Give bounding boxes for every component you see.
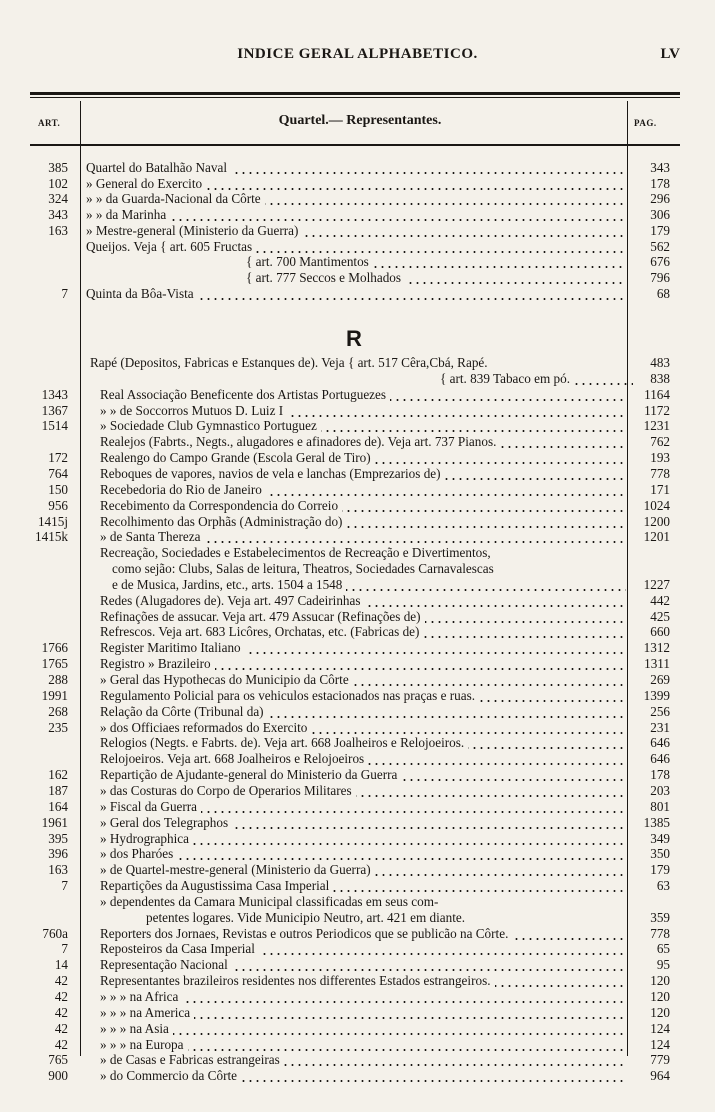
entry-page-number: 442 [650, 592, 670, 608]
entry-page-number: 762 [650, 434, 670, 450]
index-entry [0, 403, 715, 419]
entry-text: » » » na Asia [100, 1021, 173, 1036]
entry-page-number: 1231 [643, 418, 670, 434]
entry-text: Realejos (Fabrts., Negts., alugadores e afinadores de). Veja art. 737 Pianos. [100, 434, 500, 449]
entry-page-number: 1399 [643, 687, 670, 703]
index-entry [0, 1068, 715, 1084]
index-entry [0, 254, 715, 270]
entry-text: Quartel do Batalhão Naval [86, 160, 231, 175]
index-entry [0, 878, 715, 894]
index-entry [0, 418, 715, 434]
index-entry [0, 593, 715, 609]
index-entry [0, 831, 715, 847]
entry-text: » dependentes da Camara Municipal classificadas em seus com- [100, 894, 442, 909]
header-rule-thin [30, 97, 680, 98]
entry-article-number: 1415j [37, 513, 68, 529]
index-entry [0, 672, 715, 688]
index-entry [0, 223, 715, 239]
entry-text: » dos Pharóes [100, 846, 177, 861]
entry-page-number: 676 [650, 254, 670, 270]
index-entry [0, 371, 715, 387]
entry-article-number: 14 [54, 957, 68, 973]
entry-article-number: 395 [48, 830, 68, 846]
index-entry [0, 176, 715, 192]
entry-page-number: 95 [656, 957, 670, 973]
index-entry [0, 577, 715, 593]
page-number: LV [660, 46, 680, 62]
entry-page-number: 778 [650, 465, 670, 481]
index-entry [0, 609, 715, 625]
entry-article-number: 162 [48, 767, 68, 783]
entry-text: » de Quartel-mestre-general (Ministerio da Guerra) [100, 862, 375, 877]
entry-article-number: 7 [61, 878, 68, 894]
subheader-rule [30, 144, 680, 146]
entry-page-number: 779 [650, 1052, 670, 1068]
index-entry [0, 1005, 715, 1021]
entry-page-number: 306 [650, 207, 670, 223]
index-entry [0, 191, 715, 207]
entry-page-number: 646 [650, 751, 670, 767]
entry-page-number: 178 [650, 767, 670, 783]
entry-text: Repartição de Ajudante-general do Ministerio da Guerra [100, 767, 401, 782]
entry-text: » Fiscal da Guerra [100, 799, 201, 814]
entry-text: » » » na Europa [100, 1037, 188, 1052]
entry-article-number: 235 [48, 719, 68, 735]
entry-page-number: 1312 [643, 640, 670, 656]
entry-article-number: 760a [42, 925, 68, 941]
entry-text: Recebimento da Correspondencia do Correio [100, 498, 342, 513]
entry-article-number: 764 [48, 465, 68, 481]
entry-page-number: 1227 [643, 576, 670, 592]
index-entry [0, 656, 715, 672]
entry-page-number: 68 [656, 285, 670, 301]
index-entry [0, 545, 715, 561]
entry-article-number: 288 [48, 672, 68, 687]
index-entry [0, 941, 715, 957]
index-entry [0, 466, 715, 482]
entry-text: Reporters dos Jornaes, Revistas e outros Periodicos que se publicão na Côrte. [100, 926, 512, 941]
index-entry [0, 989, 715, 1005]
entry-article-number: 42 [54, 1036, 68, 1052]
entry-text: Quinta da Bôa-Vista [86, 286, 198, 301]
entry-text: Queijos. Veja { art. 605 Fructas [86, 239, 256, 254]
entry-page-number: 1164 [644, 386, 670, 402]
entry-text: » do Commercio da Côrte [100, 1068, 241, 1083]
entry-page-number: 1172 [644, 402, 670, 418]
entry-text: Redes (Alugadores de). Veja art. 497 Cadeirinhas [100, 593, 365, 608]
index-entry [0, 160, 715, 176]
entry-article-number: 1961 [41, 814, 68, 830]
entry-text: Reboques de vapores, navios de vela e lanchas (Emprezarios de) [100, 466, 445, 481]
index-entry [0, 767, 715, 783]
entry-article-number: 42 [54, 973, 68, 989]
entry-page-number: 796 [650, 269, 670, 285]
entry-text: » Mestre-general (Ministerio da Guerra) [86, 223, 302, 238]
index-entry [0, 799, 715, 815]
entry-text: » Geral dos Telegraphos [100, 815, 232, 830]
entry-page-number: 1201 [643, 529, 670, 545]
entry-text: petentes logares. Vide Municipio Neutro, art. 421 em diante. [146, 910, 469, 925]
entry-text: » » da Marinha [86, 207, 170, 222]
entry-page-number: 359 [650, 909, 670, 925]
index-entry [0, 450, 715, 466]
entry-page-number: 65 [656, 941, 670, 957]
page-title: INDICE GERAL ALPHABETICO. [237, 46, 478, 62]
entry-article-number: 1766 [41, 640, 68, 656]
entry-text: Rapé (Depositos, Fabricas e Estanques de). Veja { art. 517 Cêra,Cbá, Rapé. [90, 355, 492, 370]
entry-page-number: 425 [650, 608, 670, 624]
entry-page-number: 296 [650, 191, 670, 207]
entry-article-number: 7 [61, 941, 68, 957]
entry-page-number: 256 [650, 703, 670, 719]
entry-text: » das Costuras do Corpo de Operarios Militares [100, 783, 356, 798]
entry-page-number: 343 [650, 160, 670, 175]
entry-page-number: 778 [650, 925, 670, 941]
index-entry [0, 894, 715, 910]
index-entry [0, 815, 715, 831]
entry-text: { art. 777 Seccos e Molhados [246, 270, 405, 285]
entry-article-number: 150 [48, 481, 68, 497]
index-entry [0, 783, 715, 799]
entry-article-number: 396 [48, 846, 68, 862]
entry-article-number: 1415k [35, 529, 68, 545]
entry-page-number: 124 [650, 1036, 670, 1052]
entry-text: { art. 839 Tabaco em pó. [440, 371, 574, 386]
index-entry [0, 846, 715, 862]
section-title: Quartel.— Representantes. [278, 113, 442, 128]
index-entry [0, 910, 715, 926]
entry-text: Representantes brazileiros residentes nos differentes Estados estrangeiros. [100, 973, 495, 988]
entry-text: » » » na America [100, 1005, 194, 1020]
index-entry [0, 688, 715, 704]
entry-page-number: 231 [650, 719, 670, 735]
entry-page-number: 63 [656, 878, 670, 894]
entry-text: Refinações de assucar. Veja art. 479 Assucar (Refinações de) [100, 609, 425, 624]
index-entry [0, 482, 715, 498]
entry-text: como sejão: Clubs, Salas de leitura, Theatros, Sociedades Carnavalescas [112, 561, 498, 576]
entry-page-number: 1385 [643, 814, 670, 830]
index-entry [0, 561, 715, 577]
entry-page-number: 1311 [644, 656, 670, 672]
index-entry [0, 1037, 715, 1053]
entry-page-number: 350 [650, 846, 670, 862]
entry-page-number: 562 [650, 238, 670, 254]
column-header-art: ART. [38, 118, 61, 128]
section-letter-r: R [346, 326, 362, 351]
entry-article-number: 187 [48, 782, 68, 798]
index-entry [0, 207, 715, 223]
entry-text: » General do Exercito [86, 176, 206, 191]
entry-page-number: 660 [650, 624, 670, 640]
entry-page-number: 179 [650, 862, 670, 878]
index-entry [0, 862, 715, 878]
entry-page-number: 193 [650, 450, 670, 466]
entry-text: Realengo do Campo Grande (Escola Geral de Tiro) [100, 450, 375, 465]
entry-text: » Sociedade Club Gymnastico Portuguez [100, 418, 321, 433]
entry-article-number: 163 [48, 862, 68, 878]
entry-page-number: 646 [650, 735, 670, 751]
index-entry [0, 387, 715, 403]
entry-text: Repartições da Augustissima Casa Imperial [100, 878, 333, 893]
entry-page-number: 483 [650, 355, 670, 370]
entry-text: Recolhimento das Orphãs (Administração do) [100, 514, 346, 529]
entry-page-number: 120 [650, 1004, 670, 1020]
entry-article-number: 7 [61, 285, 68, 301]
index-entry [0, 973, 715, 989]
index-entry [0, 514, 715, 530]
index-entry [0, 1021, 715, 1037]
column-header-pag: PAG. [634, 118, 657, 128]
index-entry [0, 529, 715, 545]
entry-page-number: 178 [650, 175, 670, 191]
entry-page-number: 1024 [643, 497, 670, 513]
entry-text: Recreação, Sociedades e Estabelecimentos de Recreação e Divertimentos, [100, 545, 495, 560]
entry-text: e de Musica, Jardins, etc., arts. 1504 a 1548 [112, 577, 346, 592]
entry-page-number: 349 [650, 830, 670, 846]
entry-text: Recebedoria do Rio de Janeiro [100, 482, 266, 497]
entry-text: Relogios (Negts. e Fabrts. de). Veja art. 668 Joalheiros e Relojoeiros. [100, 735, 468, 750]
entry-text: » de Casas e Fabricas estrangeiras [100, 1052, 284, 1067]
entry-page-number: 179 [650, 222, 670, 238]
entry-text: » Geral das Hypothecas do Municipio da Côrte [100, 672, 353, 687]
entry-page-number: 171 [650, 481, 670, 497]
entry-page-number: 269 [650, 672, 670, 687]
index-entry [0, 957, 715, 973]
entry-text: Real Associação Beneficente dos Artistas Portuguezes [100, 387, 390, 402]
entry-text: Representação Nacional [100, 957, 232, 972]
index-entry [0, 286, 715, 302]
index-entry [0, 751, 715, 767]
entry-text: Regulamento Policial para os vehiculos estacionados nas praças e ruas. [100, 688, 479, 703]
entry-article-number: 956 [48, 497, 68, 513]
entry-page-number: 1200 [643, 513, 670, 529]
entry-article-number: 1343 [41, 386, 68, 402]
entry-article-number: 42 [54, 1004, 68, 1020]
index-entry [0, 735, 715, 751]
index-entry [0, 624, 715, 640]
entry-article-number: 1765 [41, 656, 68, 672]
entry-text: » Hydrographica [100, 831, 193, 846]
entry-article-number: 1367 [41, 402, 68, 418]
entry-article-number: 765 [48, 1052, 68, 1068]
entry-text: Register Maritimo Italiano [100, 640, 245, 655]
entry-text: Refrescos. Veja art. 683 Licôres, Orchatas, etc. (Fabricas de) [100, 624, 423, 639]
index-entry [0, 640, 715, 656]
index-entry [0, 355, 715, 371]
entry-article-number: 900 [48, 1068, 68, 1084]
entry-article-number: 42 [54, 989, 68, 1004]
entry-article-number: 324 [48, 191, 68, 207]
entry-article-number: 1991 [41, 687, 68, 703]
entry-article-number: 343 [48, 207, 68, 223]
entry-page-number: 838 [650, 370, 670, 386]
index-entry [0, 434, 715, 450]
entry-text: » » de Soccorros Mutuos D. Luiz I [100, 403, 287, 418]
entry-text: » de Santa Thereza [100, 529, 204, 544]
entry-article-number: 102 [48, 175, 68, 191]
index-entry [0, 926, 715, 942]
entry-page-number: 203 [650, 782, 670, 798]
index-entry [0, 239, 715, 255]
index-entry [0, 270, 715, 286]
entry-article-number: 268 [48, 703, 68, 719]
entry-article-number: 385 [48, 160, 68, 175]
entry-article-number: 172 [48, 450, 68, 466]
entry-text: » » da Guarda-Nacional da Côrte [86, 191, 265, 206]
entry-page-number: 964 [650, 1068, 670, 1084]
entry-text: Relojoeiros. Veja art. 668 Joalheiros e Relojoeiros [100, 751, 368, 766]
index-entry [0, 1052, 715, 1068]
entry-page-number: 120 [650, 989, 670, 1004]
entry-text: » » » na Africa [100, 989, 182, 1004]
index-entry [0, 498, 715, 514]
index-entry [0, 720, 715, 736]
entry-text: Relação da Côrte (Tribunal da) [100, 704, 268, 719]
entry-text: { art. 700 Mantimentos [246, 254, 373, 269]
entry-page-number: 124 [650, 1020, 670, 1036]
entry-article-number: 1514 [41, 418, 68, 434]
entry-article-number: 163 [48, 222, 68, 238]
entry-page-number: 120 [650, 973, 670, 989]
entry-article-number: 42 [54, 1020, 68, 1036]
header-rule-thick [30, 92, 680, 95]
entry-article-number: 164 [48, 798, 68, 814]
entry-text: Reposteiros da Casa Imperial [100, 941, 259, 956]
entry-text: Registro » Brazileiro [100, 656, 215, 671]
index-entry [0, 704, 715, 720]
entry-text: » dos Officiaes reformados do Exercito [100, 720, 311, 735]
entry-page-number: 801 [650, 798, 670, 814]
